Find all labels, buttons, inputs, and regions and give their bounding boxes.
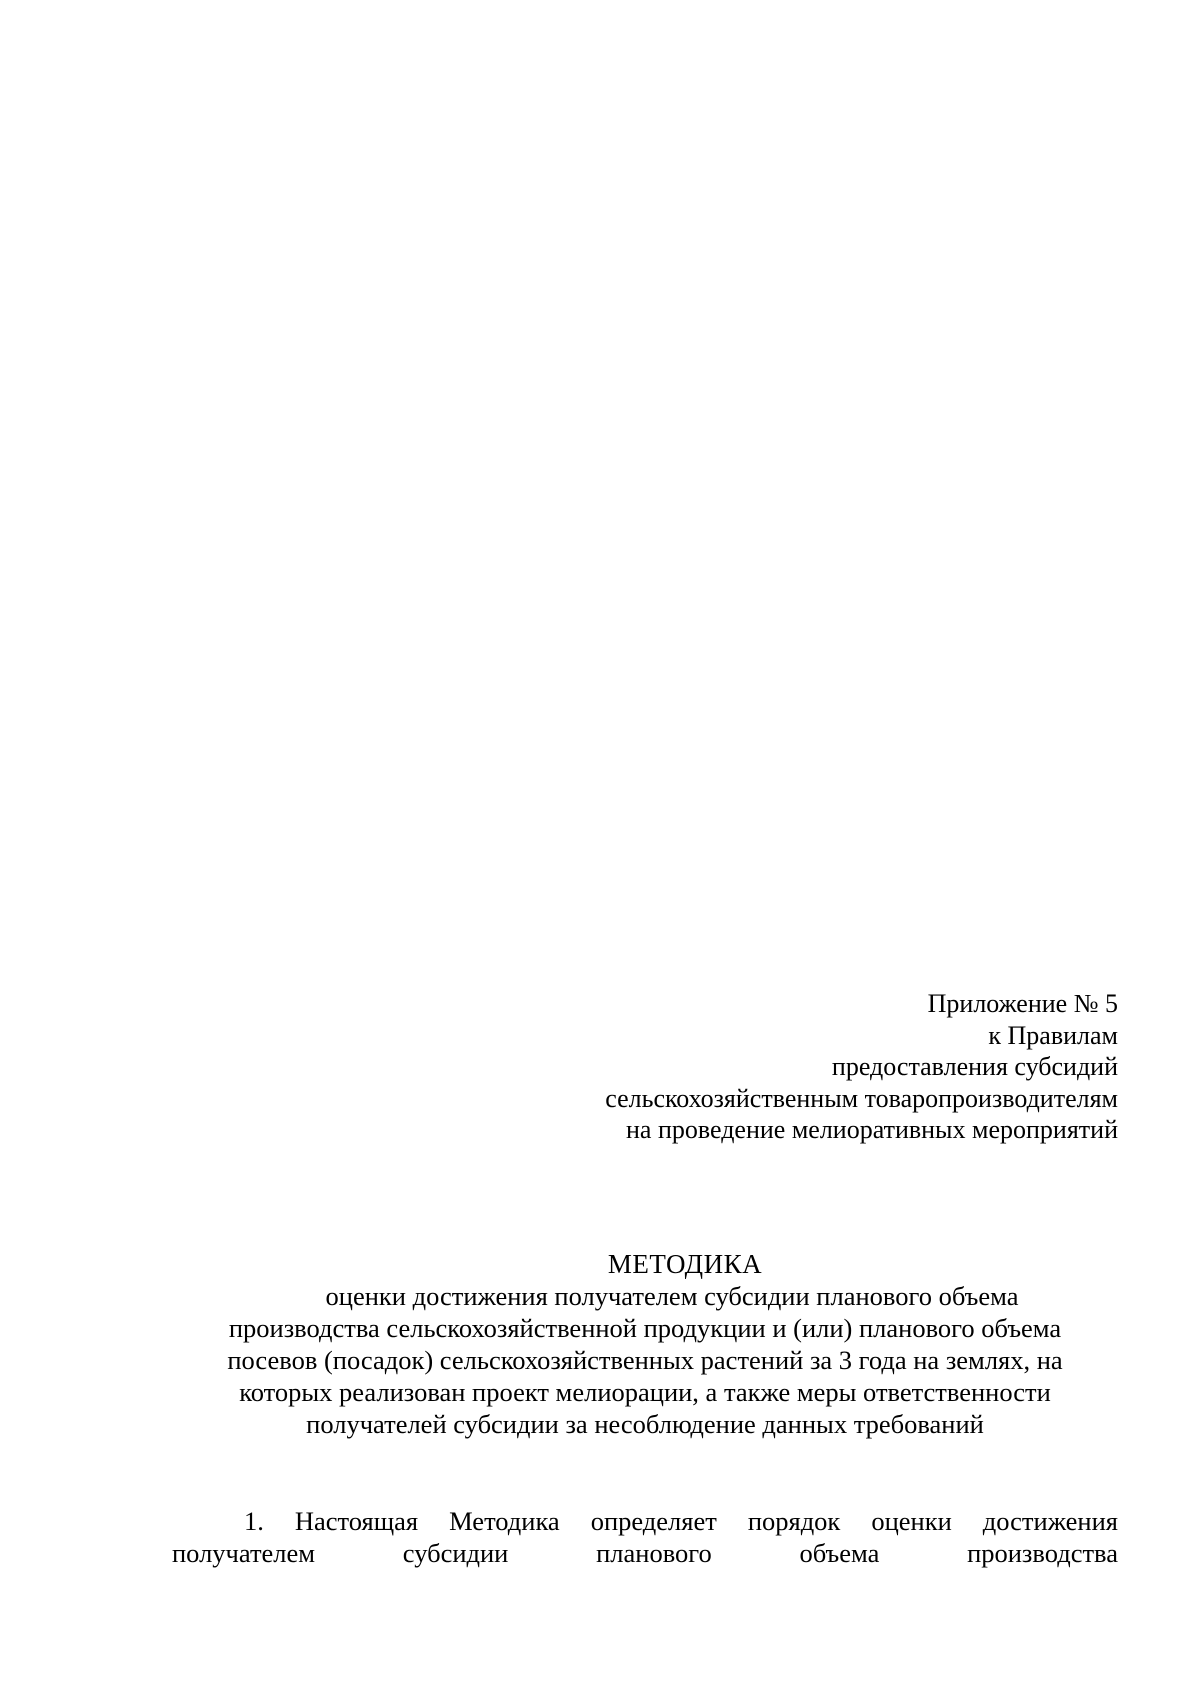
word: определяет (590, 1506, 717, 1536)
paragraph-line (172, 1537, 1118, 1569)
document-title: МЕТОДИКА (607, 1249, 763, 1279)
word: оценки (871, 1506, 952, 1536)
word: Настоящая (294, 1506, 419, 1536)
appendix-line: Приложение № 5 (927, 989, 1118, 1018)
word: порядок (747, 1506, 841, 1536)
document-subtitle (172, 1280, 1118, 1440)
word: Методика (449, 1506, 560, 1536)
word: объема (799, 1538, 880, 1568)
appendix-line: на проведение мелиоративных мероприятий (626, 1115, 1118, 1144)
word: 1. (244, 1506, 264, 1536)
subtitle-line: получателей субсидии за несоблюдение данных требований (306, 1409, 984, 1439)
appendix-line: сельскохозяйственным товаропроизводителям (605, 1083, 1118, 1113)
appendix-header (358, 988, 1118, 1146)
word: получателем (172, 1538, 316, 1568)
subtitle-line: которых реализован проект мелиорации, а также меры ответственности (239, 1377, 1051, 1407)
paragraph-1 (172, 1505, 1118, 1569)
subtitle-line: производства сельскохозяйственной продукции и (или) планового объема (228, 1313, 1062, 1343)
appendix-line: к Правилам (988, 1020, 1118, 1050)
word: субсидии (402, 1538, 509, 1568)
word: планового (596, 1538, 712, 1568)
subtitle-line: посевов (посадок) сельскохозяйственных растений за 3 года на землях, на (227, 1345, 1063, 1375)
subtitle-line: оценки достижения получателем субсидии планового объема (325, 1281, 1019, 1311)
word: производства (967, 1538, 1118, 1568)
paragraph-line (172, 1505, 1118, 1537)
appendix-line: предоставления субсидий (831, 1052, 1118, 1081)
word: достижения (982, 1506, 1118, 1536)
